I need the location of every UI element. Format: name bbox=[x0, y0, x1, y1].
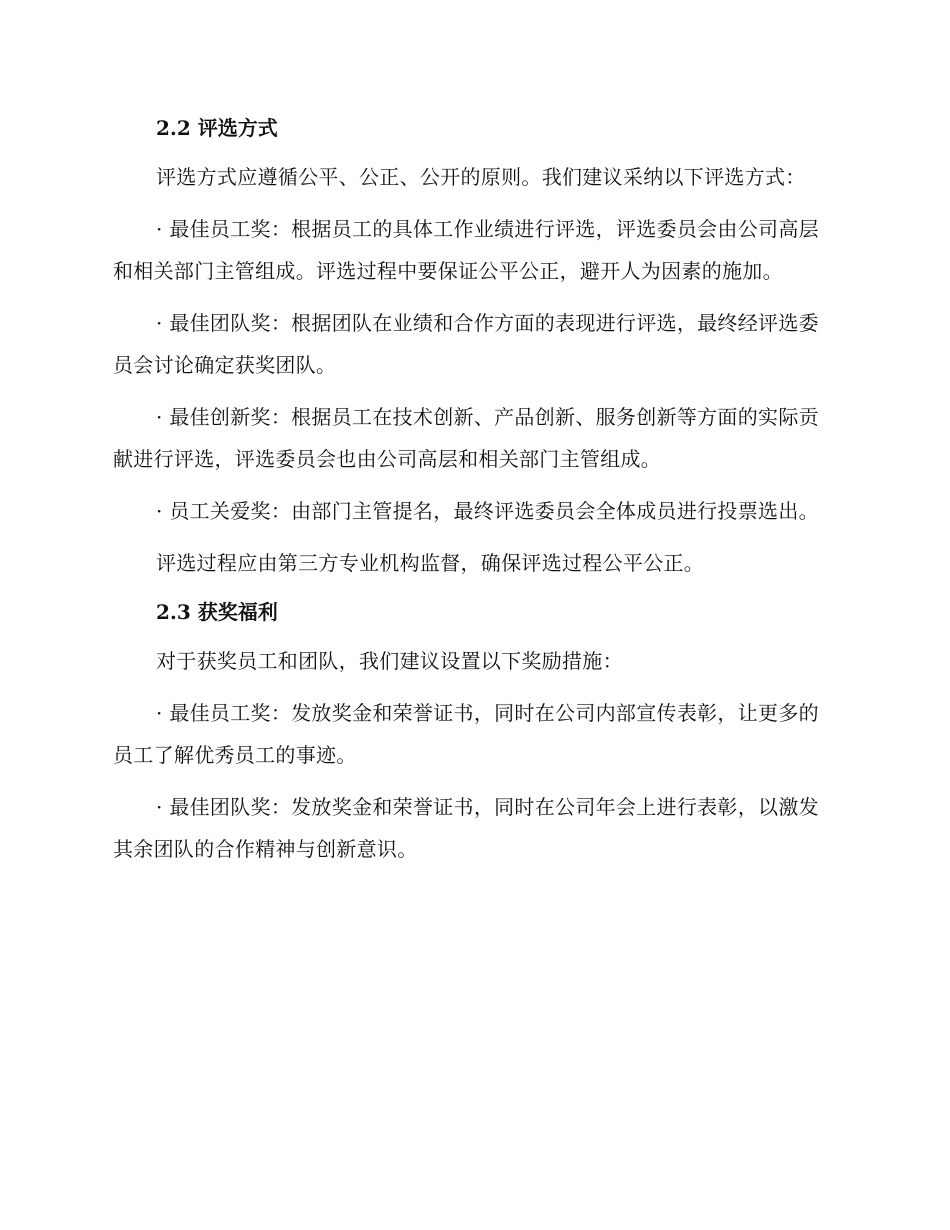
bullet-item-best-team-benefit: · 最佳团队奖：发放奖金和荣誉证书，同时在公司年会上进行表彰，以激发其余团队的合作精神与创新意识。 bbox=[113, 795, 819, 861]
bullet-item-best-employee-benefit: · 最佳员工奖：发放奖金和荣誉证书，同时在公司内部宣传表彰，让更多的员工了解优秀员工的事迹。 bbox=[113, 701, 819, 767]
section-heading-2-2: 2.2 评选方式 bbox=[156, 116, 278, 140]
document-body bbox=[113, 110, 838, 880]
bullet-item-best-team: · 最佳团队奖：根据团队在业绩和合作方面的表现进行评选，最终经评选委员会讨论确定获奖团队。 bbox=[113, 311, 819, 377]
bullet-item-best-innovation: · 最佳创新奖：根据员工在技术创新、产品创新、服务创新等方面的实际贡献进行评选，评选委员会也由公司高层和相关部门主管组成。 bbox=[113, 405, 819, 471]
paragraph: 评选方式应遵循公平、公正、公开的原则。我们建议采纳以下评选方式： bbox=[156, 165, 806, 189]
paragraph: 对于获奖员工和团队，我们建议设置以下奖励措施： bbox=[156, 649, 623, 673]
section-heading-2-3: 2.3 获奖福利 bbox=[156, 600, 278, 624]
bullet-item-best-employee: · 最佳员工奖：根据员工的具体工作业绩进行评选，评选委员会由公司高层和相关部门主管组成。评选过程中要保证公平公正，避开人为因素的施加。 bbox=[113, 217, 819, 283]
bullet-item-employee-care: · 员工关爱奖：由部门主管提名，最终评选委员会全体成员进行投票选出。 bbox=[156, 499, 819, 523]
paragraph: 评选过程应由第三方专业机构监督，确保评选过程公平公正。 bbox=[156, 551, 705, 575]
